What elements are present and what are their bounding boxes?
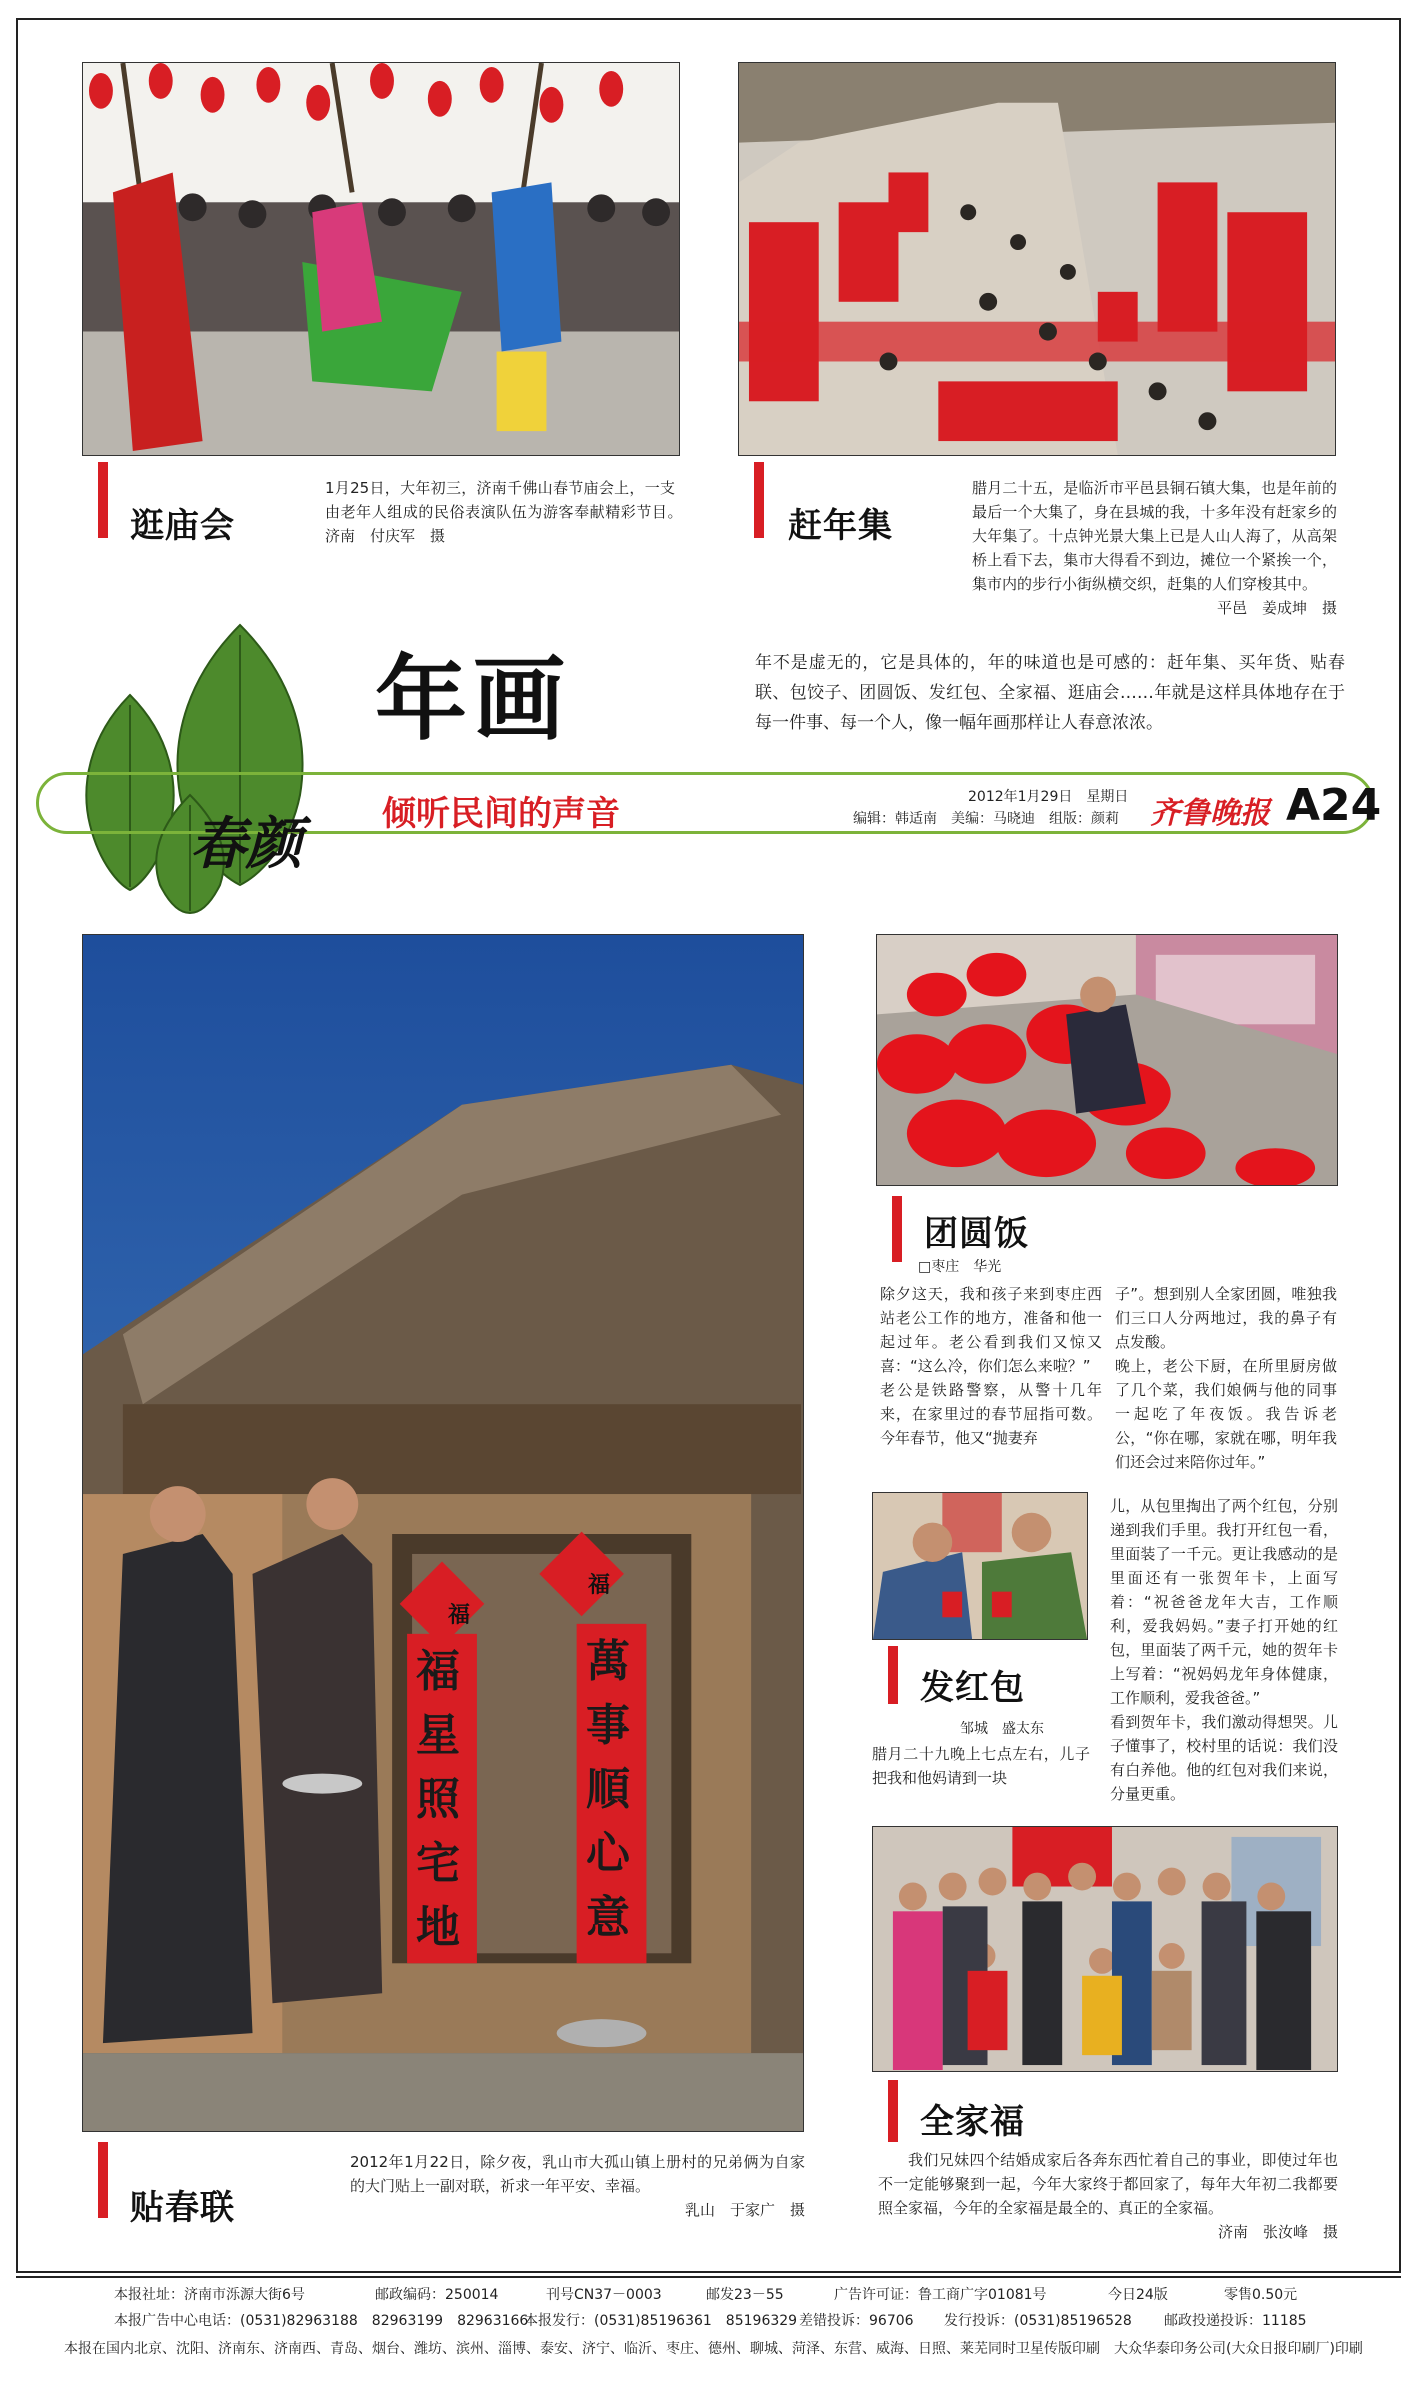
footer-ad-license: 广告许可证：鲁工商广字01081号 xyxy=(834,2287,1047,2303)
footer-price: 零售0.50元 xyxy=(1224,2287,1298,2303)
footer-postal-code: 邮发23－55 xyxy=(706,2287,784,2303)
section-marker xyxy=(98,2142,108,2218)
family-photo-title: 全家福 xyxy=(920,2102,1025,2142)
red-envelope-col-1: 腊月二十九晚上七点左右，儿子把我和他妈请到一块 xyxy=(872,1745,1090,1787)
section-marker xyxy=(888,2080,898,2142)
section-marker xyxy=(888,1646,898,1704)
page-title: 年画 xyxy=(375,646,572,753)
market-caption xyxy=(972,476,1337,620)
footer-address: 本报社址：济南市泺源大街6号 xyxy=(114,2287,305,2303)
red-envelope-col-2: 儿，从包里掏出了两个红包，分别递到我们手里。我打开红包一看，里面装了一千元。更让我感动的是里面还有一张贺年卡，上面写着：“祝爸爸龙年大吉，工作顺利，爱我妈妈。”妻子打开她的红包，里面装了两千元，她的贺年卡上写着：“祝妈妈龙年身体健康，工作顺利，爱我爸爸。” 看到贺年卡，我们激动得想哭。儿子懂事了，校村里的话说：我们没有白养他。他的红包对我们来说，分量更重。 xyxy=(1110,1497,1338,1803)
footer-rule xyxy=(16,2276,1401,2278)
red-envelope-photo xyxy=(872,1492,1088,1640)
page-subtitle: 倾听民间的声音 xyxy=(382,794,620,834)
newspaper-name: 齐鲁晚报 xyxy=(1150,796,1270,831)
family-portrait-photo xyxy=(872,1826,1338,2072)
fu-character-right: 福 xyxy=(588,1572,611,1598)
market-title: 赶年集 xyxy=(788,506,893,546)
masthead-blurb: 年不是虚无的，它是具体的，年的味道也是可感的：赶年集、买年货、贴春联、包饺子、团圆饭、发红包、全家福、逛庙会……年就是这样具体地存在于每一件事、每一个人，像一幅年画那样让人春意浓浓。 xyxy=(755,653,1345,733)
family-photo-caption xyxy=(878,2148,1338,2244)
couplets-title: 贴春联 xyxy=(130,2188,235,2228)
couplets-credit: 乳山 于家广 摄 xyxy=(684,2201,805,2219)
temple-fair-title: 逛庙会 xyxy=(130,506,235,546)
reunion-dinner-photo xyxy=(876,934,1338,1186)
column-name: 春颜 xyxy=(190,811,302,877)
temple-fair-caption: 1月25日，大年初三，济南千佛山春节庙会上，一支由老年人组成的民俗表演队伍为游客奉献精彩节目。 济南 付庆军 摄 xyxy=(325,479,691,545)
section-marker xyxy=(98,462,108,538)
red-envelope-byline: 邹城 盛太东 xyxy=(960,1721,1044,1737)
footer-error-complaint: 差错投诉：96706 xyxy=(799,2313,914,2329)
couplets-caption-text: 2012年1月22日，除夕夜，乳山市大孤山镇上册村的兄弟俩为自家的大门贴上一副对联，祈求一年平安、幸福。 xyxy=(350,2153,805,2195)
reunion-title: 团圆饭 xyxy=(924,1214,1029,1254)
couplet-left: 福星照宅地 xyxy=(416,1646,460,1953)
section-marker xyxy=(754,462,764,538)
footer-ad-phone: 本报广告中心电话：(0531)82963188 82963199 82963166 xyxy=(114,2313,529,2329)
footer-distribution-phone: 本报发行：(0531)85196361 85196329 xyxy=(524,2313,798,2329)
family-photo-credit: 济南 张汝峰 摄 xyxy=(1217,2223,1338,2241)
couplets-caption xyxy=(350,2150,805,2222)
footer-distribution-complaint: 发行投诉：(0531)85196528 xyxy=(944,2313,1132,2329)
editors-line: 编辑：韩适南 美编：马晓迪 组版：颜莉 xyxy=(853,811,1119,827)
section-marker xyxy=(892,1196,902,1262)
footer-post-complaint: 邮政投递投诉：11185 xyxy=(1164,2313,1307,2329)
couplet-right: 萬事順心意 xyxy=(586,1636,630,1943)
reunion-byline: □枣庄 华光 xyxy=(918,1259,1002,1275)
footer-print-sites: 本报在国内北京、沈阳、济南东、济南西、青岛、烟台、潍坊、滨州、淄博、泰安、济宁、临沂、枣庄、德州、聊城、菏泽、东营、威海、日照、莱芜同时卫星传版印刷 大众华泰印务公司(大众日报印刷厂)印刷 xyxy=(64,2341,1363,2357)
market-credit: 平邑 姜成坤 摄 xyxy=(1216,599,1337,617)
temple-fair-photo xyxy=(82,62,680,456)
page-number: A24 xyxy=(1286,780,1382,831)
footer-postcode: 邮政编码：250014 xyxy=(375,2287,499,2303)
footer-page-count: 今日24版 xyxy=(1108,2287,1168,2303)
red-envelope-title: 发红包 xyxy=(920,1668,1025,1708)
reunion-col-1: 除夕这天，我和孩子来到枣庄西站老公工作的地方，准备和他一起过年。老公看到我们又惊又喜：“这么冷，你们怎么来啦？” 老公是铁路警察，从警十几年来，在家里过的春节屈指可数。今年春节，他又“抛妻弃 xyxy=(880,1285,1102,1447)
family-photo-caption-text: 我们兄妹四个结婚成家后各奔东西忙着自己的事业，即使过年也不一定能够聚到一起，今年大家终于都回家了，每年大年初二我都要照全家福，今年的全家福是最全的、真正的全家福。 xyxy=(878,2151,1338,2217)
fu-character-left: 福 xyxy=(448,1602,471,1628)
footer-issn: 刊号CN37－0003 xyxy=(546,2287,662,2303)
issue-date: 2012年1月29日 星期日 xyxy=(968,789,1129,805)
reunion-col-2: 子”。想到别人全家团圆，唯独我们三口人分两地过，我的鼻子有点发酸。 晚上，老公下厨，在所里厨房做了几个菜，我们娘俩与他的同事一起吃了年夜饭。我告诉老公，“你在哪，家就在哪，明年我们还会过来陪你过年。” xyxy=(1115,1285,1337,1471)
new-year-market-photo xyxy=(738,62,1336,456)
market-caption-text: 腊月二十五，是临沂市平邑县铜石镇大集，也是年前的最后一个大集了，身在县城的我，十多年没有赶家乡的大年集了。十点钟光景大集上已是人山人海了，从高架桥上看下去，集市大得看不到边，摊位一个紧挨一个，集市内的步行小街纵横交织，赶集的人们穿梭其中。 xyxy=(972,479,1337,593)
